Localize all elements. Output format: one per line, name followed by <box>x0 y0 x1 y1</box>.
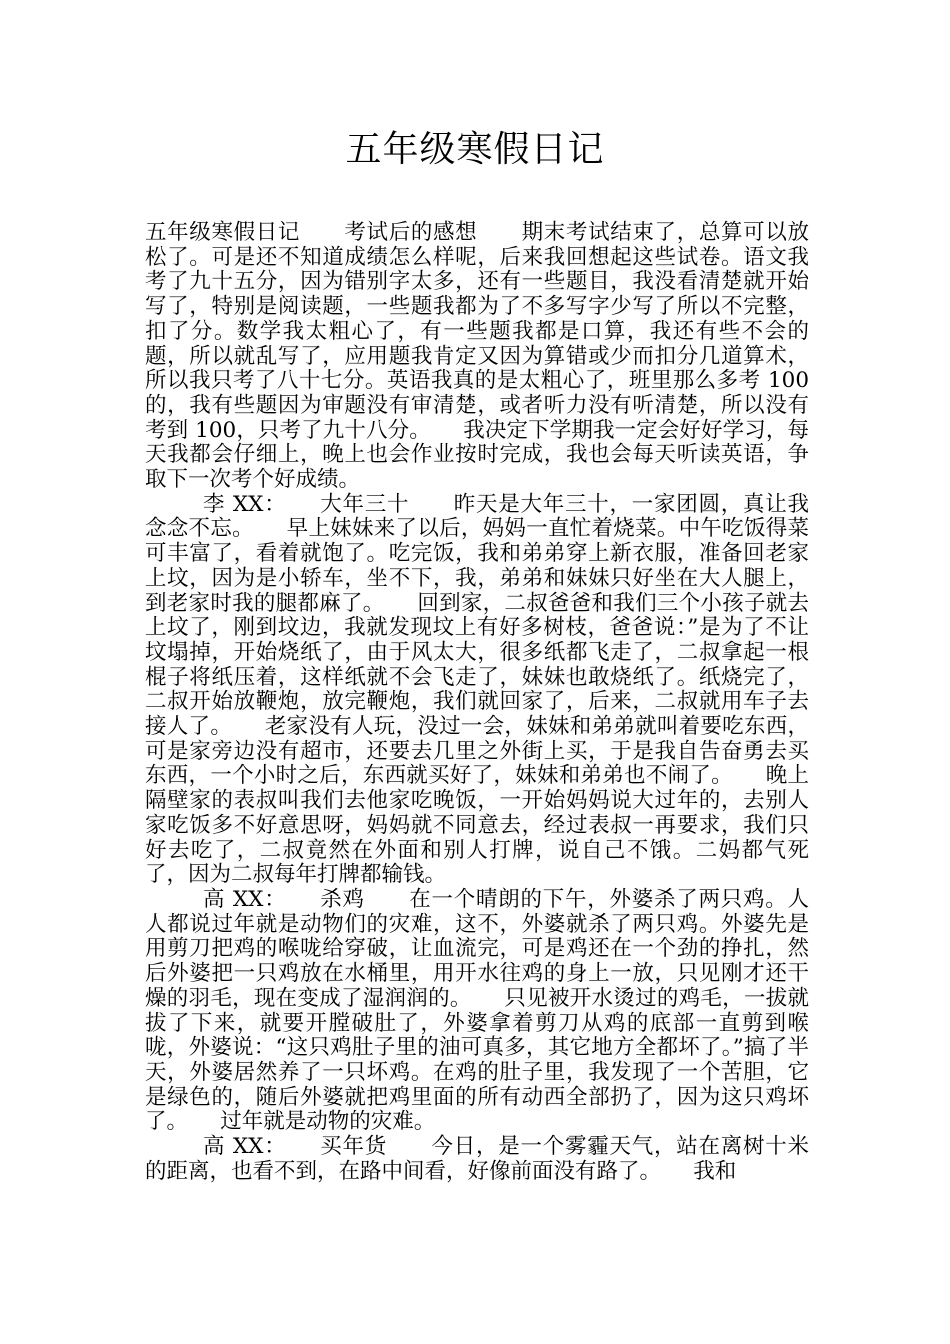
paragraph-buying-goods: 高 XX： 买年货 今日，是一个雾霾天气，站在离树十米的距离，也看不到，在路中间看，好像前面没有路了。 我和 <box>145 1134 809 1184</box>
document-body <box>145 221 809 1184</box>
document-title: 五年级寒假日记 <box>345 129 605 170</box>
paragraph-new-years-eve: 李 XX： 大年三十 昨天是大年三十，一家团圆，真让我念念不忘。 早上妹妹来了以后，妈妈一直忙着烧菜。中午吃饭得菜可丰富了，看着就饱了。吃完饭，我和弟弟穿上新衣服，准备回老家上坟，因为是小轿车，坐不下，我，弟弟和妹妹只好坐在大人腿上，到老家时我的腿都麻了。 回到家，二叔爸爸和我们三个小孩子就去上坟了，刚到坟边，我就发现坟上有好多树枝，爸爸说：”是为了不让坟塌掉，开始烧纸了，由于风太大，很多纸都飞走了，二叔拿起一根棍子将纸压着，这样纸就不会飞走了，妹妹也敢烧纸了。纸烧完了，二叔开始放鞭炮，放完鞭炮，我们就回家了，后来，二叔就用车子去接人了。 老家没有人玩，没过一会，妹妹和弟弟就叫着要吃东西，可是家旁边没有超市，还要去几里之外街上买，于是我自告奋勇去买东西，一个小时之后，东西就买好了，妹妹和弟弟也不闹了。 晚上隔壁家的表叔叫我们去他家吃晚饭，一开始妈妈说大过年的，去别人家吃饭多不好意思呀，妈妈就不同意去，经过表叔一再要求，我们只好去吃了，二叔竟然在外面和别人打牌，说自己不饿。二妈都气死了，因为二叔每年打牌都输钱。 <box>145 491 809 888</box>
paragraph-killing-chicken: 高 XX： 杀鸡 在一个晴朗的下午，外婆杀了两只鸡。人人都说过年就是动物们的灾难，这不，外婆就杀了两只鸡。外婆先是用剪刀把鸡的喉咙给穿破，让血流完，可是鸡还在一个劲的挣扎，然后外婆把一只鸡放在水桶里，用开水往鸡的身上一放，只见刚才还干燥的羽毛，现在变成了湿润润的。 只见被开水烫过的鸡毛，一拔就拔了下来，就要开膛破肚了，外婆拿着剪刀从鸡的底部一直剪到喉咙，外婆说：“这只鸡肚子里的油可真多，其它地方全都坏了。”搞了半天，外婆居然养了一只坏鸡。在鸡的肚子里，我发现了一个苦胆，它是绿色的，随后外婆就把鸡里面的所有动西全部扔了，因为这只鸡坏了。 过年就是动物的灾难。 <box>145 886 809 1135</box>
paragraph-exam-reflection: 五年级寒假日记 考试后的感想 期末考试结束了，总算可以放松了。可是还不知道成绩怎么样呢，后来我回想起这些试卷。语文我考了九十五分，因为错别字太多，还有一些题目，我没看清楚就开始写了，特别是阅读题，一些题我都为了不多写字少写了所以不完整，扣了分。数学我太粗心了，有一些题我都是口算，我还有些不会的题，所以就乱写了，应用题我肯定又因为算错或少而扣分几道算术，所以我只考了八十七分。英语我真的是太粗心了，班里那么多考 100 的，我有些题因为审题没有审清楚，或者听力没有听清楚，所以没有考到 100，只考了九十八分。 我决定下学期我一定会好好学习，每天我都会仔细上，晚上也会作业按时完成，我也会每天听读英语，争取下一次考个好成绩。 <box>145 220 809 493</box>
